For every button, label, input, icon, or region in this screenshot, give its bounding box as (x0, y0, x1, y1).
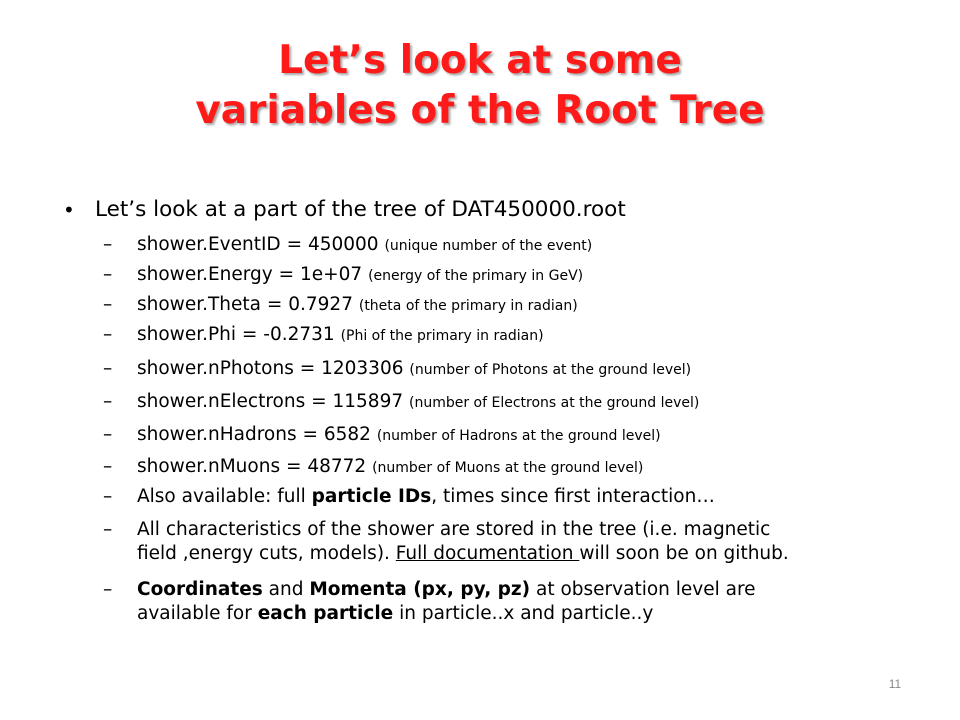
dash-icon: – (103, 264, 113, 285)
bullet-dot-icon: • (63, 198, 75, 222)
dash-icon: – (103, 486, 113, 507)
dash-icon: – (103, 324, 113, 345)
page-number: 11 (888, 677, 902, 691)
dash-icon: – (103, 519, 113, 540)
dash-icon: – (103, 424, 113, 445)
dash-icon: – (103, 391, 113, 412)
title-line-1: Let’s look at some (278, 38, 682, 83)
dash-icon: – (103, 456, 113, 477)
slide-title (0, 36, 960, 136)
title-line-2: variables of the Root Tree (195, 88, 765, 133)
main-bullet-text: Let’s look at a part of the tree of DAT450000.root (95, 197, 626, 222)
dash-icon: – (103, 234, 113, 255)
documentation-link[interactable]: Full documentation (395, 543, 580, 564)
dash-icon: – (103, 294, 113, 315)
dash-icon: – (103, 579, 113, 600)
dash-icon: – (103, 358, 113, 379)
